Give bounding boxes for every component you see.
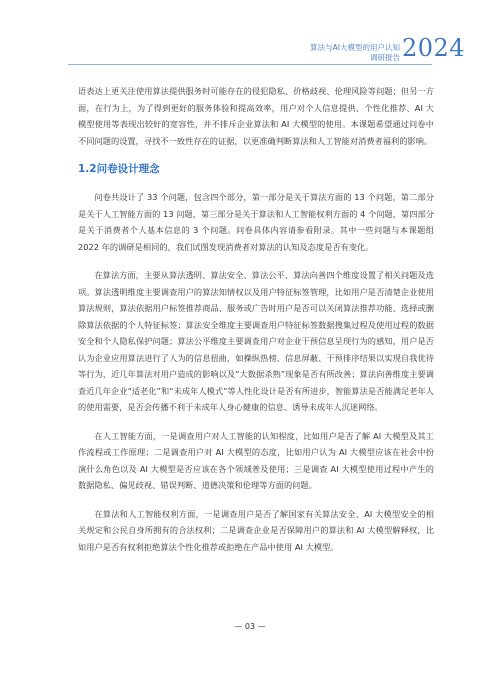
document-body <box>78 83 434 567</box>
paragraph-1: 问卷共设计了 33 个问题，包含四个部分，第一部分是关于算法方面的 13 个问题，第二部分是关于人工智能方面的 13 问题，第三部分是关于算法和人工智能权利方面的 4 个问题，第四部分是关于消费者个人基本信息的 3 个问题。问卷具体内容请参看附录。其中一些问题与本课题组 2022 年的调研是相同的，我们试图发现消费者对算法的认知及态度是否有变化。 <box>78 192 434 252</box>
paragraph-2: 在算法方面，主要从算法透明、算法安全、算法公平、算法向善四个维度设置了相关问题及选项。算法透明维度主要调查用户的算法知情权以及用户特征标签管理，比如用户是否清楚企业使用算法规则，算法依据用户标签推荐商品、服务或广告时用户是否可以关闭算法推荐功能、选择或删除算法依据的个人特征标签；算法安全维度主要调查用户特征标签数据搜集过程及使用过程的数据安全和个人隐私保护问题；算法公平维度主要调查用户对企业干预信息呈现行为的感知，用户是否认为企业应用算法进行了人为的信息扭曲，如操纵热榜、信息屏蔽、干预排序结果以实现自我优待等行为，近几年算法对用户造成的影响以及“大数据杀熟”现象是否有所改善；算法向善维度主要调查近几年企业“适老化”和“未成年人模式”等人性化设计是否有所进步，智能算法是否能满足老年人的使用需要，是否会传播不利于未成年人身心健康的信息、诱导未成年人沉迷网络。 <box>78 270 434 412</box>
report-title-line-1: 算法与AI大模型的用户认知 <box>310 43 400 52</box>
intro-paragraph: 语表达上更关注使用算法提供服务时可能存在的侵犯隐私、价格歧视、伦理风险等问题；但另一方面，在行为上，为了得到更好的服务体验和提高效率，用户对个人信息提供、个性化推荐、AI 大模型使用等表现出较好的宽容性，并不排斥企业算法和 AI 大模型的使用。本课题希望通过问卷中不同问题的设置，寻找不一致性存在的证据，以更准确判断算法和人工智能对消费者福利的影响。 <box>78 86 434 146</box>
paragraph-3: 在人工智能方面，一是调查用户对人工智能的认知程度，比如用户是否了解 AI 大模型及其工作流程或工作原理；二是调查用户对 AI 大模型的态度，比如用户认为 AI 大模型应该在社会中扮演什么角色以及 AI 大模型是否应该在各个领域普及使用；三是调查 AI 大模型使用过程中产生的数据隐私、偏见歧视、错误判断、道德决策和伦理等方面的问题。 <box>78 430 434 490</box>
page-header <box>0 0 500 70</box>
section-title: 1.2问卷设计理念 <box>78 163 160 175</box>
header-divider <box>68 64 432 65</box>
paragraph-4: 在算法和人工智能权利方面，一是调查用户是否了解国家有关算法安全、AI 大模型安全的相关规定和公民自身所拥有的合法权利；二是调查企业是否保障用户的算法和 AI 大模型解释权，比如用户是否有权利拒绝算法个性化推荐或拒绝在产品中使用 AI 大模型。 <box>78 508 434 552</box>
report-year: 2024 <box>402 34 466 62</box>
report-title-line-2: 调研报告 <box>370 53 400 62</box>
page-number: — 03 — <box>234 622 266 631</box>
report-title <box>280 43 400 63</box>
